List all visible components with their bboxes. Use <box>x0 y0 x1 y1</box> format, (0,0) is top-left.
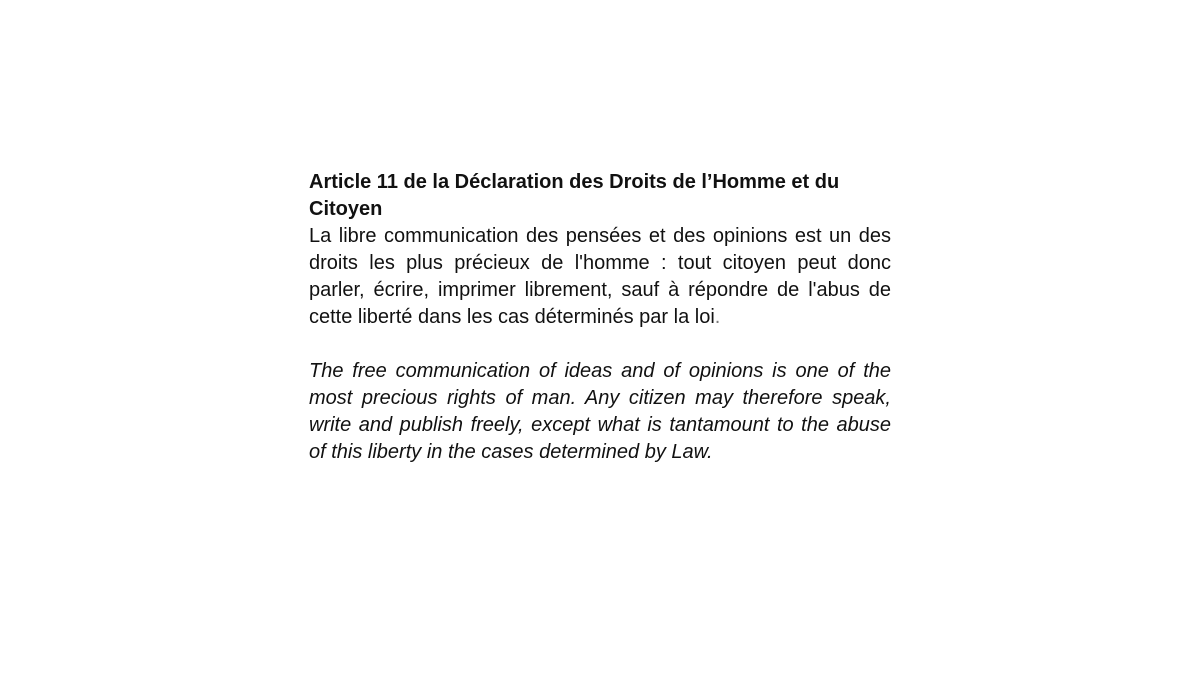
article-text-block <box>309 169 891 466</box>
french-period: . <box>714 306 721 328</box>
french-text: La libre communication des pensées et des opinions est un des droits les plus précieux de l'homme : tout citoyen peut donc parler, écrire, imprimer librement, sauf à répondre de l'abus de cette liberté dans les cas déterminés par la loi <box>309 225 891 328</box>
article-title: Article 11 de la Déclaration des Droits de l’Homme et du Citoyen <box>309 171 840 220</box>
english-paragraph: The free communication of ideas and of opinions is one of the most precious rights of man. Any citizen may therefore speak, write and publish freely, except what is tantamount to the abuse of this liberty in the cases determined by Law. <box>309 360 891 463</box>
french-paragraph <box>309 223 891 331</box>
